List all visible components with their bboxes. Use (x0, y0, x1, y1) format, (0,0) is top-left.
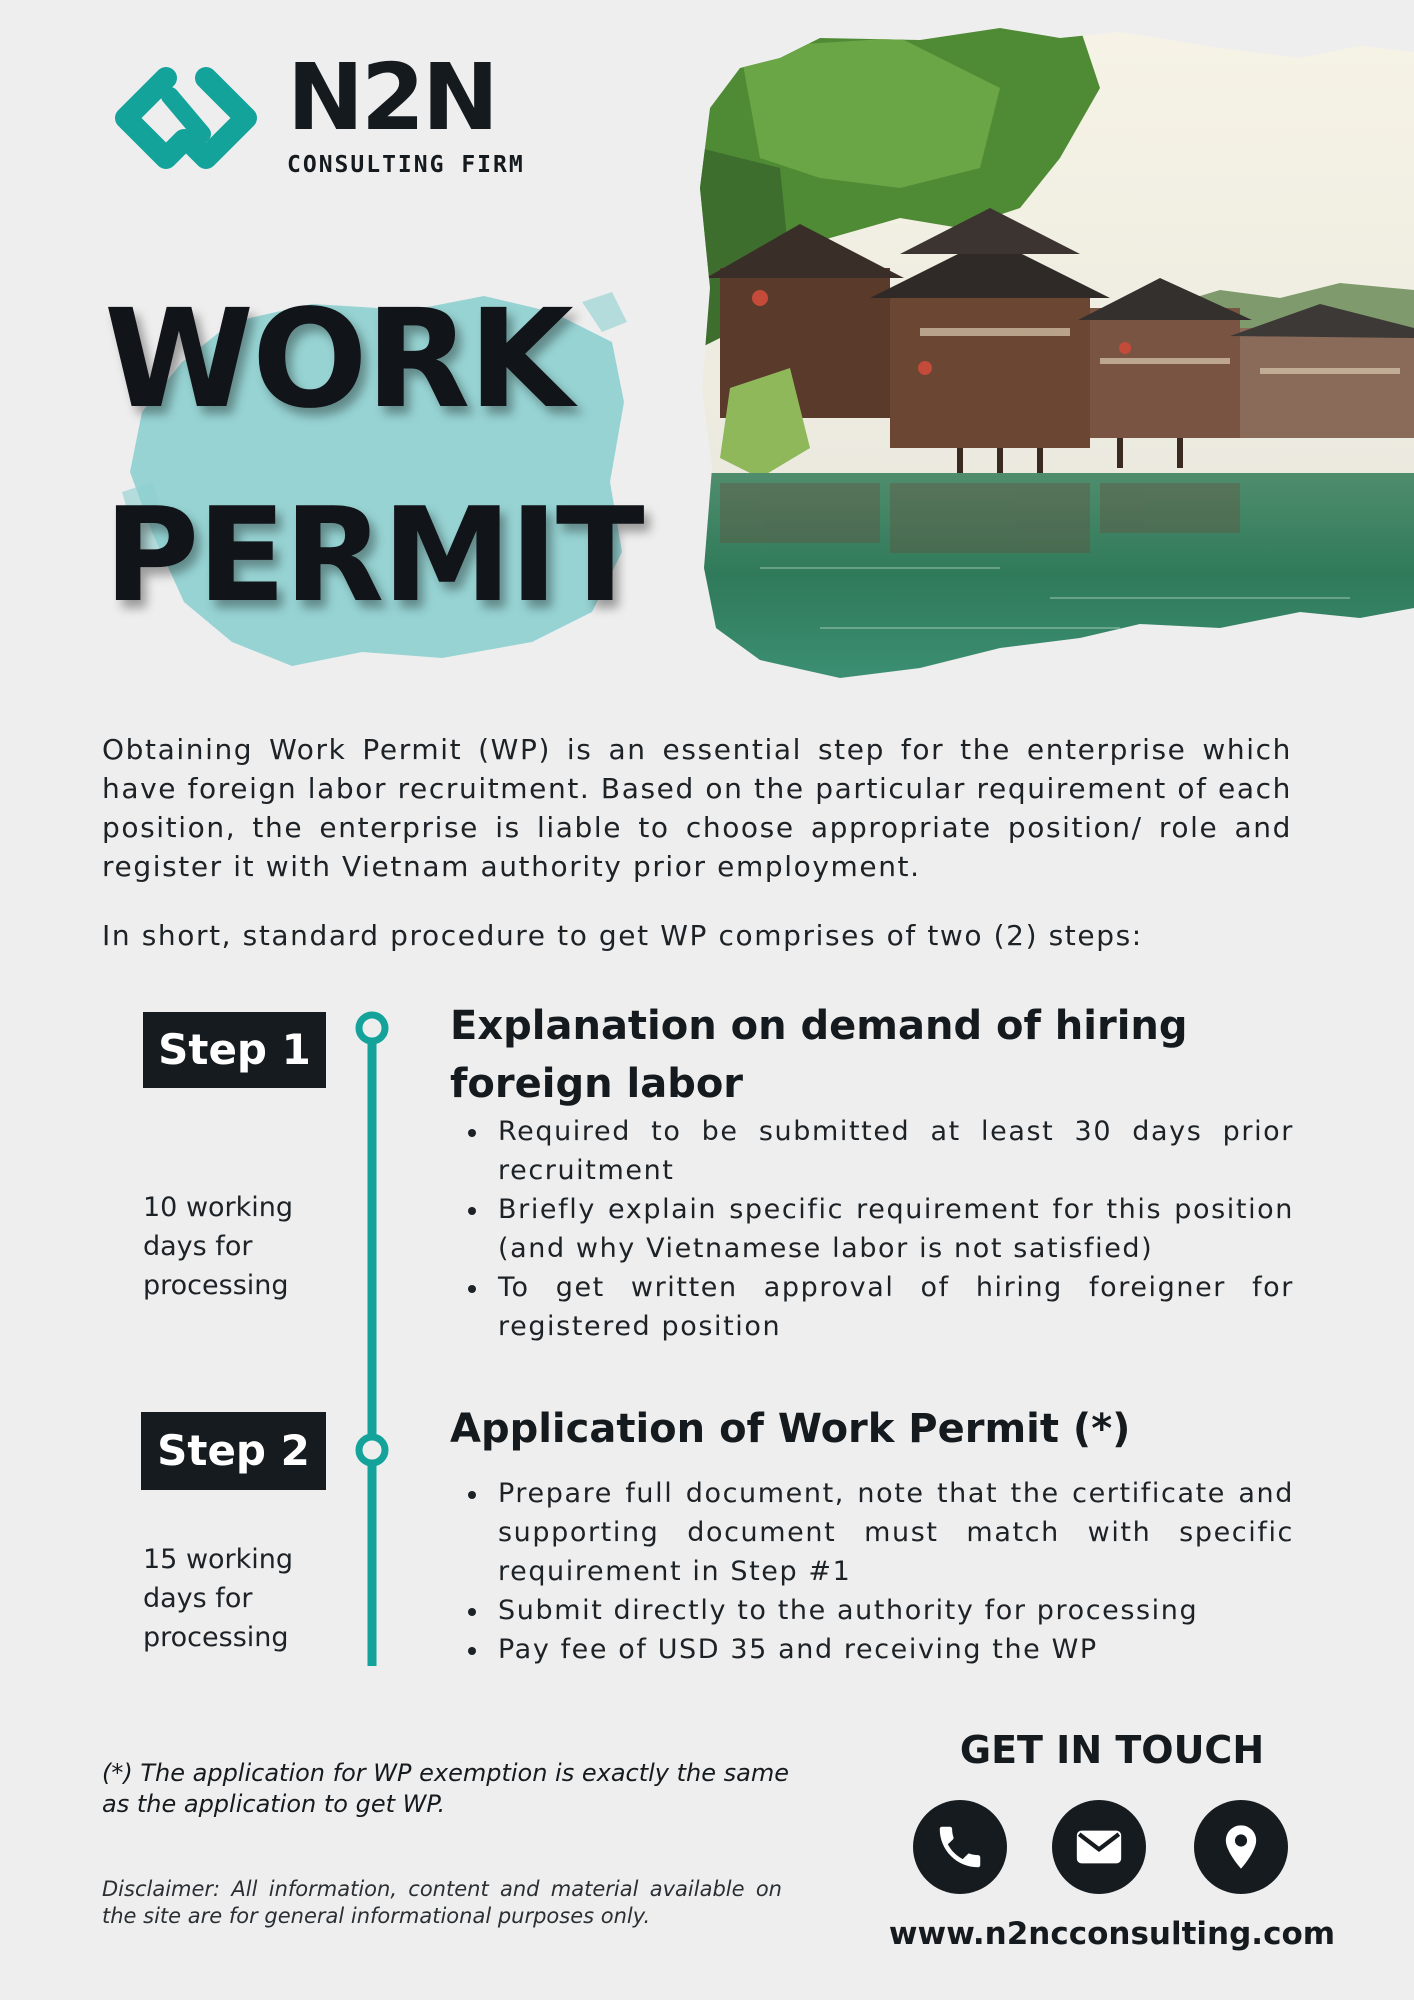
list-item: To get written approval of hiring foreigner for registered position (450, 1268, 1294, 1346)
brand-subtitle: CONSULTING FIRM (287, 152, 525, 178)
hero-title-line1: WORK (104, 281, 572, 439)
email-button[interactable] (1052, 1800, 1146, 1894)
phone-button[interactable] (913, 1800, 1007, 1894)
procedure-summary: In short, standard procedure to get WP comprises of two (2) steps: (102, 919, 1143, 952)
step1-processing-time: 10 working days for processing (143, 1192, 294, 1301)
step1-badge: Step 1 (143, 1012, 326, 1088)
step2-title: Application of Work Permit (*) (450, 1406, 1131, 1452)
list-item: Briefly explain specific requirement for this position (and why Vietnamese labor is not satisfied) (450, 1190, 1294, 1268)
brand-logo-mark (100, 58, 272, 178)
disclaimer: Disclaimer: All information, content and material available on the site are for general informational purposes only. (102, 1877, 782, 1928)
step2-processing-time: 15 working days for processing (143, 1544, 294, 1653)
list-item: Pay fee of USD 35 and receiving the WP (450, 1630, 1294, 1669)
hero-title-line2: PERMIT (104, 479, 643, 631)
list-item: Required to be submitted at least 30 days prior recruitment (450, 1112, 1294, 1190)
location-button[interactable] (1194, 1800, 1288, 1894)
step1-bullet-list (450, 1112, 1294, 1346)
list-item: Submit directly to the authority for processing (450, 1591, 1294, 1630)
step2-timeline-node (359, 1437, 385, 1463)
step-timeline (355, 1008, 389, 1668)
step1-title: Explanation on demand of hiring foreign labor (450, 1003, 1188, 1107)
footnote: (*) The application for WP exemption is exactly the same as the application to get WP. (102, 1759, 789, 1818)
step2-badge: Step 2 (141, 1412, 326, 1490)
list-item: Prepare full document, note that the certificate and supporting document must match with specific requirement in Step #1 (450, 1474, 1294, 1591)
intro-paragraph: Obtaining Work Permit (WP) is an essential step for the enterprise which have foreign labor recruitment. Based on the particular requirement of each position, the enterprise is liable to choose appropriate position/ role and register it with Vietnam authority prior employment. (102, 733, 1292, 883)
location-pin-icon (1215, 1819, 1267, 1875)
step2-bullet-list (450, 1474, 1294, 1669)
phone-icon (933, 1820, 987, 1874)
brand-name: N2N (287, 44, 497, 151)
mail-icon (1071, 1819, 1127, 1875)
website-link[interactable]: www.n2ncconsulting.com (888, 1916, 1336, 1952)
contact-heading: GET IN TOUCH (959, 1728, 1265, 1772)
step1-timeline-node (359, 1015, 385, 1041)
riverside-village-photo (700, 28, 1414, 678)
